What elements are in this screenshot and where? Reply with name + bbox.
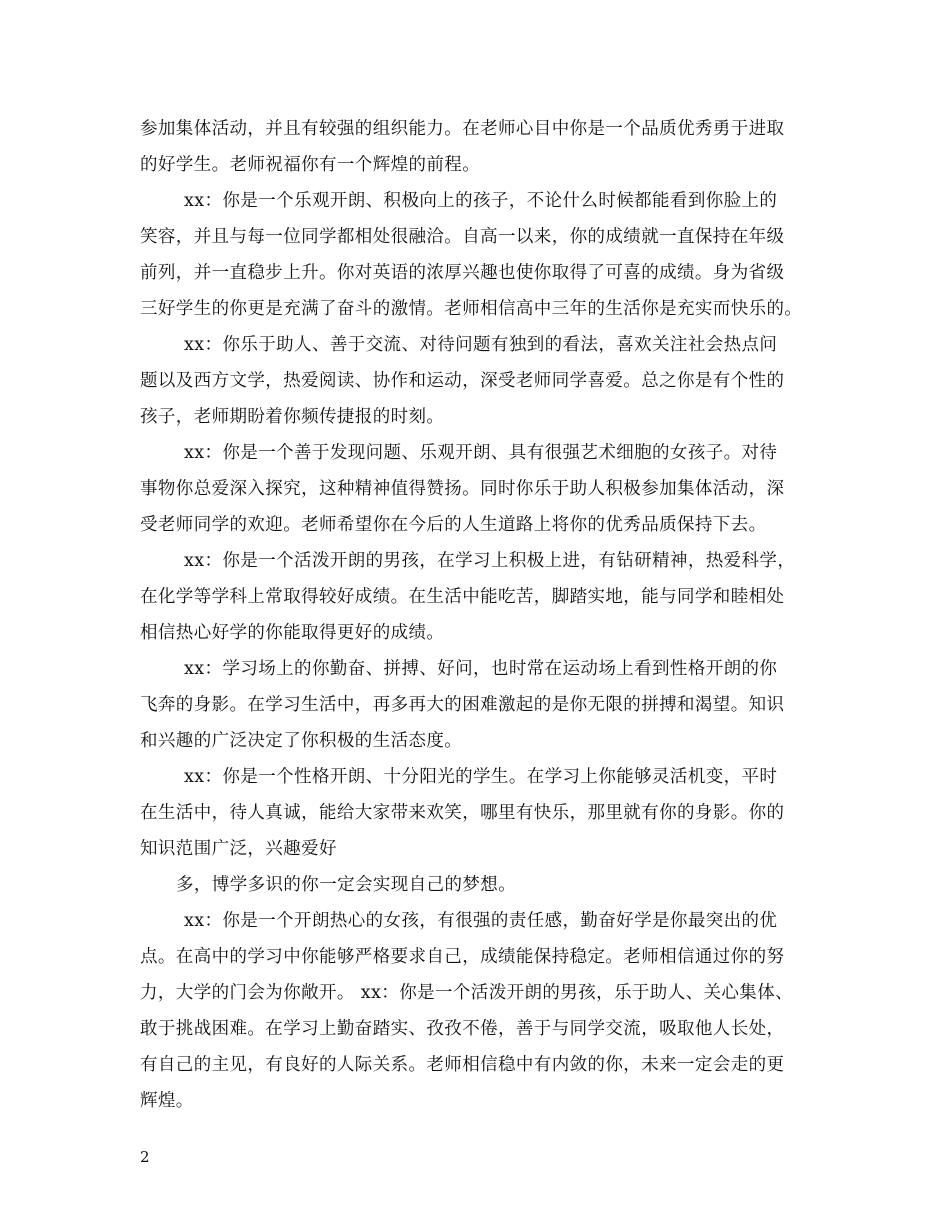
text-line: 前列，并一直稳步上升。你对英语的浓厚兴趣也使你取得了可喜的成绩。身为省级: [140, 263, 785, 283]
page-number: 2: [140, 1148, 150, 1166]
text-line: 笑容，并且与每一位同学都相处很融洽。自高一以来，你的成绩就一直保持在年级: [140, 227, 785, 247]
text-line: 力，大学的门会为你敞开。 xx：你是一个活泼开朗的男孩，乐于助人、关心集体、: [140, 983, 793, 1003]
text-line: 题以及西方文学，热爱阅读、协作和运动，深受老师同学喜爱。总之你是有个性的: [140, 371, 785, 391]
text-line: 敢于挑战困难。在学习上勤奋踏实、孜孜不倦，善于与同学交流，吸取他人长处，: [140, 1019, 785, 1039]
text-line: 在化学等学科上常取得较好成绩。在生活中能吃苦，脚踏实地，能与同学和睦相处: [140, 587, 785, 607]
text-line: xx：你是一个乐观开朗、积极向上的孩子，不论什么时候都能看到你脸上的: [184, 191, 778, 211]
text-line: 的好学生。老师祝福你有一个辉煌的前程。: [140, 155, 481, 175]
text-line: xx：你是一个活泼开朗的男孩，在学习上积极上进，有钻研精神，热爱科学，: [184, 551, 796, 571]
text-line: xx：学习场上的你勤奋、拼搏、好问，也时常在运动场上看到性格开朗的你: [184, 659, 778, 679]
text-line: 在生活中，待人真诚，能给大家带来欢笑，哪里有快乐，那里就有你的身影。你的: [140, 803, 785, 823]
text-line: xx：你是一个善于发现问题、乐观开朗、具有很强艺术细胞的女孩子。对待: [184, 443, 778, 463]
text-line: 飞奔的身影。在学习生活中，再多再大的困难激起的是你无限的拼搏和渴望。知识: [140, 695, 785, 715]
text-line: 知识范围广泛，兴趣爱好: [140, 839, 337, 859]
text-line: 相信热心好学的你能取得更好的成绩。: [140, 623, 445, 643]
text-line: xx：你乐于助人、善于交流、对待问题有独到的看法，喜欢关注社会热点问: [184, 335, 778, 355]
text-line: 事物你总爱深入探究，这种精神值得赞扬。同时你乐于助人积极参加集体活动，深: [140, 479, 785, 499]
text-line: xx：你是一个开朗热心的女孩，有很强的责任感，勤奋好学是你最突出的优: [184, 911, 778, 931]
text-line: 多，博学多识的你一定会实现自己的梦想。: [176, 875, 517, 895]
text-line: 辉煌。: [140, 1091, 194, 1111]
text-line: 孩子，老师期盼着你频传捷报的时刻。: [140, 407, 445, 427]
text-line: 和兴趣的广泛决定了你积极的生活态度。: [140, 731, 463, 751]
text-line: 受老师同学的欢迎。老师希望你在今后的人生道路上将你的优秀品质保持下去。: [140, 515, 767, 535]
text-line: 三好学生的你更是充满了奋斗的激情。老师相信高中三年的生活你是充实而快乐的。: [140, 299, 803, 319]
text-line: 有自己的主见，有良好的人际关系。老师相信稳中有内敛的你，未来一定会走的更: [140, 1055, 785, 1075]
text-line: xx：你是一个性格开朗、十分阳光的学生。在学习上你能够灵活机变，平时: [184, 767, 778, 787]
text-line: 点。在高中的学习中你能够严格要求自己，成绩能保持稳定。老师相信通过你的努: [140, 947, 785, 967]
text-line: 参加集体活动，并且有较强的组织能力。在老师心目中你是一个品质优秀勇于进取: [140, 119, 785, 139]
